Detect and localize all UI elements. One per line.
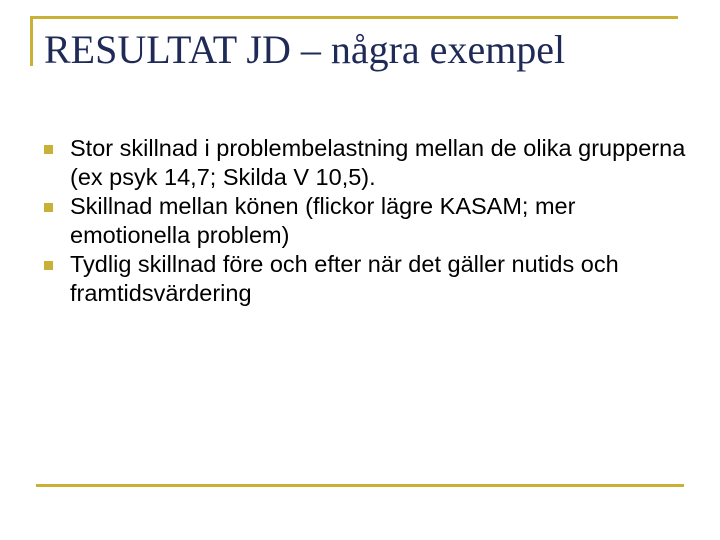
frame-bottom-line: [36, 484, 684, 487]
frame-top-line: [30, 16, 678, 19]
frame-left-line: [30, 16, 33, 66]
square-bullet-icon: [44, 145, 53, 154]
bullet-list: [44, 134, 694, 308]
bullet-item: [44, 250, 694, 308]
bullet-text: Tydlig skillnad före och efter när det gäller nutids och framtidsvärdering: [70, 251, 619, 306]
square-bullet-icon: [44, 203, 53, 212]
bullet-text: Skillnad mellan könen (flickor lägre KASAM; mer emotionella problem): [70, 193, 576, 248]
bullet-item: [44, 134, 694, 192]
bullet-text: Stor skillnad i problembelastning mellan de olika grupperna (ex psyk 14,7; Skilda V 10,5).: [70, 135, 686, 190]
bullet-item: [44, 192, 694, 250]
slide-title: RESULTAT JD – några exempel: [44, 27, 566, 72]
square-bullet-icon: [44, 261, 53, 270]
